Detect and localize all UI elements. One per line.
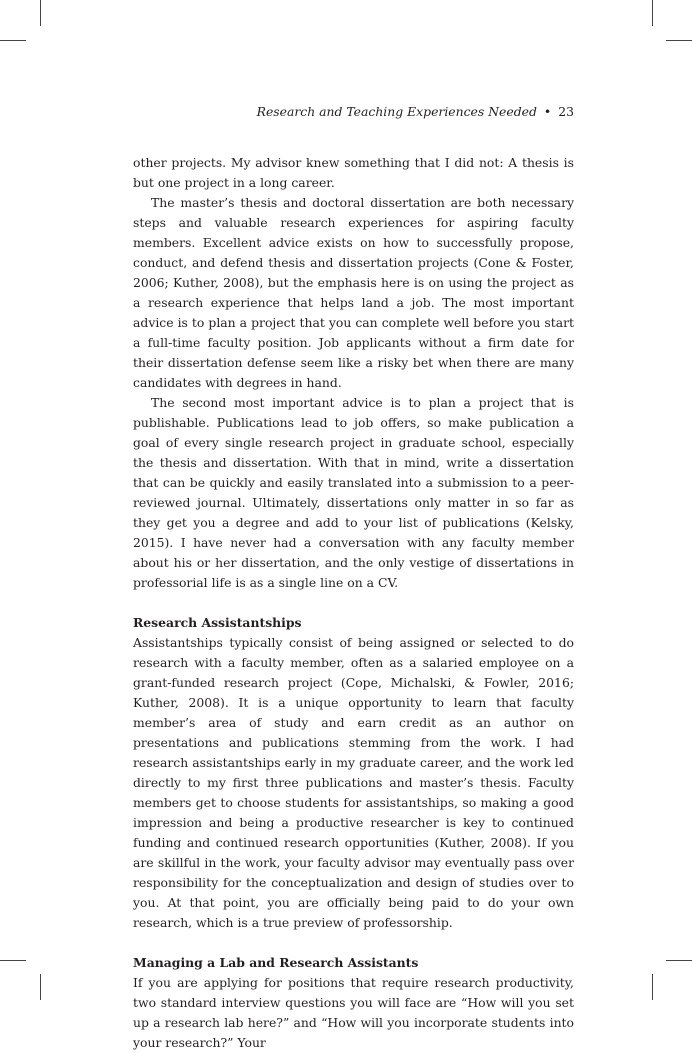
crop-mark-bottom-left (40, 974, 41, 1000)
paragraph-assistantships: Assistantships typically consist of being assigned or selected to do research with a faculty member, often as a salaried employee on a grant-funded research project (Cope, Michalski, & Fowler, 2016; Kuther, 2008). It is a unique opportunity to learn that faculty member’s area of study and earn credit as an author on presentations and publications stemming from the work. I had research assistantships early in my graduate career, and the work led directly to my first three publications and master’s thesis. Faculty members get to choose students for assistantships, so making a good impression and being a productive researcher is key to continued funding and continued research opportunities (Kuther, 2008). If you are skillful in the work, your faculty advisor may eventually pass over responsibility for the conceptualization and design of studies over to you. At that point, you are officially being paid to do your own research, which is a true preview of professorship. (133, 635, 574, 930)
crop-mark-top-right (652, 0, 653, 26)
paragraph-publishable: The second most important advice is to plan a project that is publishable. Publications lead to job offers, so make publication a goal of every single research project in graduate school, especially the thesis and dissertation. With that in mind, write a dissertation that can be quickly and easily translated into a submission to a peer-reviewed journal. Ultimately, dissertations only matter in so far as they get you a degree and add to your list of publications (Kelsky, 2015). I have never had a conversation with any faculty member about his or her dissertation, and the only vestige of dissertations in professorial life is as a single line on a CV. (133, 395, 574, 590)
running-header (133, 104, 574, 120)
crop-mark-top-left (40, 0, 41, 26)
crop-mark-left-bottom (0, 960, 26, 961)
running-title: Research and Teaching Experiences Needed (256, 104, 537, 119)
paragraph-managing-lab: If you are applying for positions that require research productivity, two standard interview questions you will face are “How will you set up a research lab here?” and “How will you incorporate students into your research?” Your (133, 975, 574, 1050)
header-bullet: • (543, 104, 552, 119)
crop-mark-bottom-right (652, 974, 653, 1000)
heading-research-assistantships: Research Assistantships (133, 615, 302, 630)
heading-managing-lab: Managing a Lab and Research Assistants (133, 955, 419, 970)
crop-mark-right-top (666, 40, 692, 41)
paragraph-continued: other projects. My advisor knew something that I did not: A thesis is but one project in a long career. (133, 155, 574, 190)
crop-mark-right-bottom (666, 960, 692, 961)
body-text (133, 153, 574, 1053)
crop-mark-left-top (0, 40, 26, 41)
paragraph-thesis-dissertation: The master’s thesis and doctoral dissertation are both necessary steps and valuable research experiences for aspiring faculty members. Excellent advice exists on how to successfully propose, conduct, and defend thesis and dissertation projects (Cone & Foster, 2006; Kuther, 2008), but the emphasis here is on using the project as a research experience that helps land a job. The most important advice is to plan a project that you can complete well before you start a full-time faculty position. Job applicants without a firm date for their dissertation defense seem like a risky bet when there are many candidates with degrees in hand. (133, 195, 574, 390)
page-number: 23 (558, 104, 574, 119)
